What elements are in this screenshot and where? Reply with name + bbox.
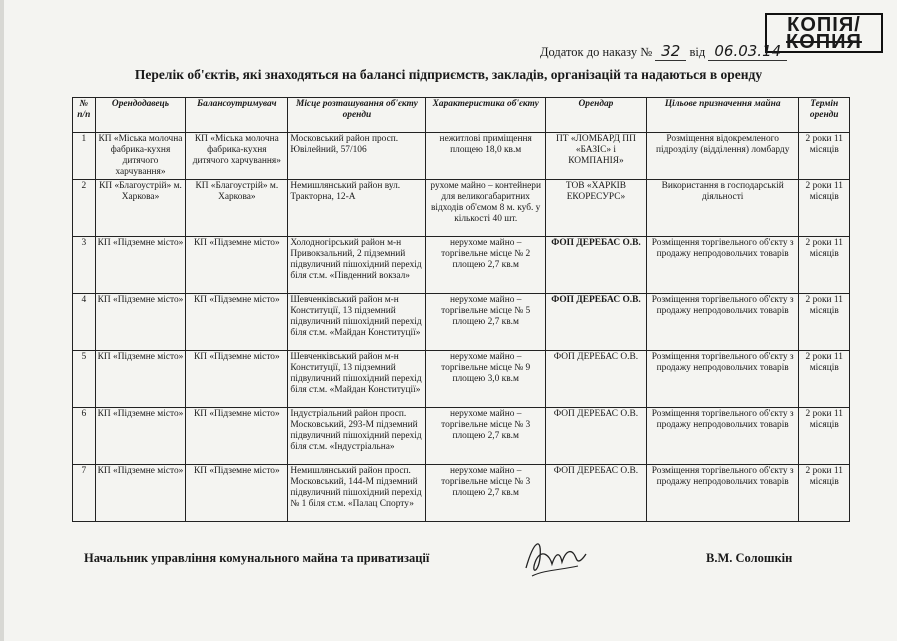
cell-tenant: ПТ «ЛОМБАРД ПП «БАЗІС» і КОМПАНІЯ»: [545, 133, 646, 180]
header-landlord: Орендодавець: [95, 98, 186, 133]
header-location: Місце розташування об'єкту оренди: [288, 98, 426, 133]
cell-term: 2 роки 11 місяців: [799, 408, 850, 465]
cell-location: Немишлянський район просп. Московський, 144-М підземний підвуличний пішохідний перехід № 1 біля ст.м. «Палац Спорту»: [288, 465, 426, 522]
cell-term: 2 роки 11 місяців: [799, 237, 850, 294]
cell-term: 2 роки 11 місяців: [799, 294, 850, 351]
cell-balance-holder: КП «Підземне місто»: [186, 408, 288, 465]
table-row: [73, 408, 850, 465]
cell-balance-holder: КП «Підземне місто»: [186, 351, 288, 408]
header-purpose: Цільове призначення майна: [646, 98, 799, 133]
cell-balance-holder: КП «Підземне місто»: [186, 465, 288, 522]
table-row: [73, 237, 850, 294]
cell-location: Московський район просп. Ювілейний, 57/106: [288, 133, 426, 180]
cell-characteristic: рухоме майно – контейнери для великогабаритних відходів об'ємом 8 м. куб. у кількості 40 шт.: [426, 180, 546, 237]
cell-balance-holder: КП «Підземне місто»: [186, 237, 288, 294]
table-row: [73, 351, 850, 408]
header-tenant: Орендар: [545, 98, 646, 133]
cell-purpose: Розміщення відокремленого підрозділу (відділення) ломбарду: [646, 133, 799, 180]
stamp-line-1: КОПІЯ/: [787, 14, 861, 36]
annex-date-label: від: [689, 45, 706, 59]
cell-location: Шевченківський район м-н Конституції, 13 підземний підвуличний пішохідний перехід біля ст.м. «Майдан Конституції»: [288, 294, 426, 351]
annex-line: [540, 42, 787, 61]
cell-purpose: Використання в господарській діяльності: [646, 180, 799, 237]
cell-tenant: ФОП ДЕРЕБАС О.В.: [545, 465, 646, 522]
cell-characteristic: нерухоме майно – торгівельне місце № 2 площею 2,7 кв.м: [426, 237, 546, 294]
cell-number: 4: [73, 294, 96, 351]
cell-purpose: Розміщення торгівельного об'єкту з продажу непродовольчих товарів: [646, 408, 799, 465]
cell-balance-holder: КП «Міська молочна фабрика-кухня дитячого харчування»: [186, 133, 288, 180]
handwritten-signature: [520, 530, 590, 580]
cell-tenant: ФОП ДЕРЕБАС О.В.: [545, 237, 646, 294]
cell-number: 3: [73, 237, 96, 294]
stamp-line-2: КОПИЯ: [786, 31, 862, 53]
cell-landlord: КП «Підземне місто»: [95, 237, 186, 294]
signatory-name: В.М. Солошкін: [706, 551, 793, 565]
cell-purpose: Розміщення торгівельного об'єкту з продажу непродовольчих товарів: [646, 351, 799, 408]
cell-landlord: КП «Благоустрій» м. Харкова»: [95, 180, 186, 237]
cell-number: 6: [73, 408, 96, 465]
cell-landlord: КП «Підземне місто»: [95, 465, 186, 522]
cell-purpose: Розміщення торгівельного об'єкту з продажу непродовольчих товарів: [646, 237, 799, 294]
table-row: [73, 180, 850, 237]
cell-term: 2 роки 11 місяців: [799, 351, 850, 408]
cell-balance-holder: КП «Благоустрій» м. Харкова»: [186, 180, 288, 237]
cell-tenant: ФОП ДЕРЕБАС О.В.: [545, 408, 646, 465]
cell-number: 7: [73, 465, 96, 522]
cell-location: Шевченківський район м-н Конституції, 13 підземний підвуличний пішохідний перехід біля ст.м. «Майдан Конституції»: [288, 351, 426, 408]
cell-characteristic: нерухоме майно – торгівельне місце № 3 площею 2,7 кв.м: [426, 408, 546, 465]
cell-tenant: ФОП ДЕРЕБАС О.В.: [545, 351, 646, 408]
header-balance-holder: Балансоутримувач: [186, 98, 288, 133]
annex-number: 32: [655, 42, 686, 61]
cell-balance-holder: КП «Підземне місто»: [186, 294, 288, 351]
table-row: [73, 294, 850, 351]
objects-table: [72, 97, 850, 522]
table-header-row: [73, 98, 850, 133]
table-row: [73, 465, 850, 522]
signatory-position: Начальник управління комунального майна та приватизації: [84, 551, 430, 565]
cell-location: Індустріальний район просп. Московський, 293-М підземний підвуличний пішохідний перехід біля ст.м. «Індустріальна»: [288, 408, 426, 465]
header-characteristic: Характеристика об'єкту: [426, 98, 546, 133]
cell-term: 2 роки 11 місяців: [799, 180, 850, 237]
header-term: Термін оренди: [799, 98, 850, 133]
cell-landlord: КП «Міська молочна фабрика-кухня дитячого харчування»: [95, 133, 186, 180]
cell-purpose: Розміщення торгівельного об'єкту з продажу непродовольчих товарів: [646, 294, 799, 351]
cell-term: 2 роки 11 місяців: [799, 465, 850, 522]
cell-location: Немишлянський район вул. Тракторна, 12-А: [288, 180, 426, 237]
document-title: Перелік об'єктів, які знаходяться на балансі підприємств, закладів, організацій та надаються в оренду: [134, 67, 763, 82]
table-row: [73, 133, 850, 180]
cell-characteristic: нерухоме майно – торгівельне місце № 3 площею 2,7 кв.м: [426, 465, 546, 522]
cell-landlord: КП «Підземне місто»: [95, 351, 186, 408]
cell-characteristic: нежитлові приміщення площею 18,0 кв.м: [426, 133, 546, 180]
cell-term: 2 роки 11 місяців: [799, 133, 850, 180]
cell-number: 5: [73, 351, 96, 408]
cell-landlord: КП «Підземне місто»: [95, 294, 186, 351]
scan-edge: [0, 0, 4, 641]
cell-number: 2: [73, 180, 96, 237]
cell-tenant: ФОП ДЕРЕБАС О.В.: [545, 294, 646, 351]
cell-characteristic: нерухоме майно – торгівельне місце № 5 площею 2,7 кв.м: [426, 294, 546, 351]
cell-number: 1: [73, 133, 96, 180]
cell-characteristic: нерухоме майно – торгівельне місце № 9 площею 3,0 кв.м: [426, 351, 546, 408]
cell-tenant: ТОВ «ХАРКІВ ЕКОРЕСУРС»: [545, 180, 646, 237]
cell-purpose: Розміщення торгівельного об'єкту з продажу непродовольчих товарів: [646, 465, 799, 522]
cell-location: Холодногірський район м-н Привокзальний, 2 підземний підвуличний пішохідний перехід біля ст.м. «Південний вокзал»: [288, 237, 426, 294]
header-number: № п/п: [73, 98, 96, 133]
annex-prefix: Додаток до наказу №: [540, 45, 653, 59]
cell-landlord: КП «Підземне місто»: [95, 408, 186, 465]
annex-date: 06.03.14: [708, 42, 787, 61]
